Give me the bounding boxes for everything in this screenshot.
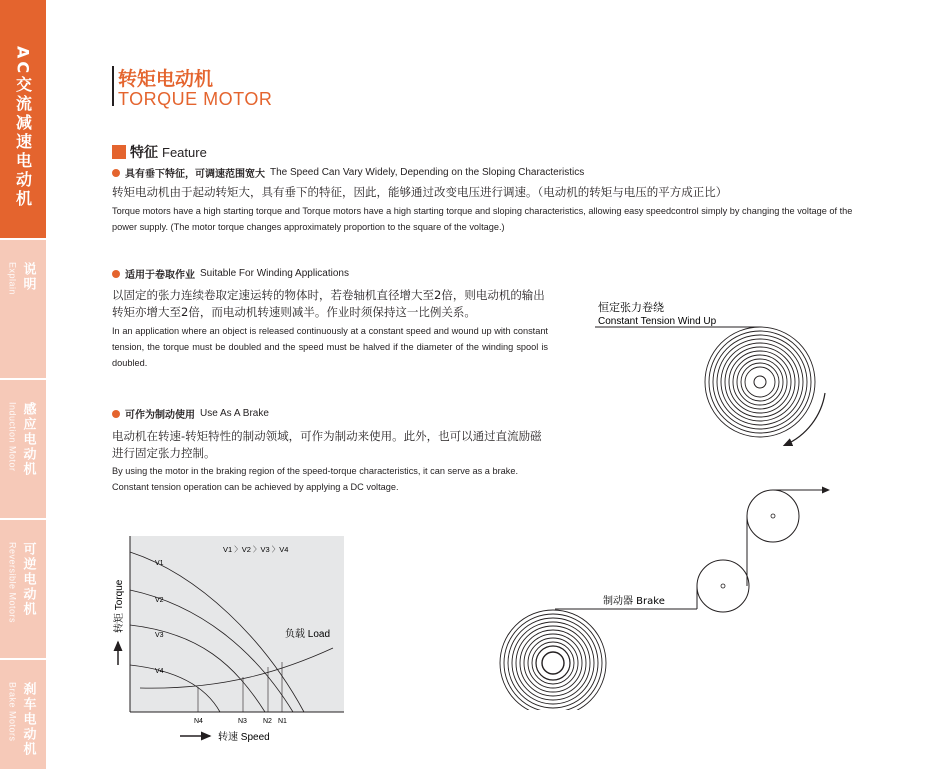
curve-label-v4: V4 — [155, 668, 164, 675]
feature-heading-en: Feature — [162, 144, 207, 160]
wind-up-label-cn: 恒定张力卷绕 — [598, 301, 664, 314]
wind-up-diagram — [590, 295, 840, 455]
feature-heading — [112, 142, 207, 162]
sidebar-tab-label: 刹车电动机 — [21, 682, 37, 757]
sidebar-tab-sublabel: Reversible Motors — [7, 542, 18, 624]
section-body-en: In an application where an object is released continuously at a constant speed and wound up with constant tension, the torque must be doubled and the speed must be halved if the diameter of the winding spool is doubled. — [112, 326, 548, 368]
section-heading-cn: 可作为制动使用 — [125, 410, 195, 421]
sidebar-tab-label: 可逆电动机 — [21, 542, 37, 617]
curve-label-v2: V2 — [155, 597, 164, 604]
graph-legend: V1 〉V2 〉V3 〉V4 — [223, 545, 289, 554]
wind-up-coil — [705, 327, 815, 437]
curve-label-v3: V3 — [155, 632, 164, 639]
sidebar-tab-sublabel: Brake Motors — [7, 682, 18, 742]
sidebar-tab-explain[interactable] — [0, 240, 46, 378]
x-tick-n2: N2 — [263, 718, 272, 725]
section-heading-cn: 具有垂下特征，可调速范围宽大 — [125, 169, 265, 180]
sidebar-tab-ac-gear-motor[interactable] — [0, 0, 46, 238]
load-label: 负载 Load — [285, 629, 331, 640]
section-heading-en: The Speed Can Vary Widely, Depending on the Sloping Characteristics — [270, 167, 585, 178]
sidebar-tab-brake-motors[interactable] — [0, 660, 46, 769]
sidebar-tab-reversible-motors[interactable] — [0, 520, 46, 658]
y-axis-label: 转矩 Torque — [114, 579, 125, 633]
sidebar-tab-sublabel: Explain — [7, 262, 18, 296]
rotation-arrow — [785, 393, 825, 445]
speed-torque-graph — [105, 530, 350, 750]
section-heading-en: Use As A Brake — [200, 408, 269, 419]
wind-up-label-en: Constant Tension Wind Up — [598, 316, 717, 327]
x-tick-n4: N4 — [194, 718, 203, 725]
sidebar-tab-label: 说明 — [21, 262, 37, 292]
lower-roller-axle — [721, 584, 725, 588]
section-body-cn: 以固定的张力连续卷取定速运转的物体时，若卷轴机直径增大至2倍，则电动机的输出转矩亦增大至2倍，而电动机转速则减半。作业时须保持这一比例关系。 — [112, 288, 545, 319]
lower-roller — [697, 560, 749, 612]
sidebar-tab-sublabel: Induction Motor — [7, 402, 18, 472]
page-subtitle: TORQUE MOTOR — [118, 89, 273, 109]
sidebar-tab-label: AC交流减速电动机 — [13, 46, 33, 210]
section-heading-en: Suitable For Winding Applications — [200, 268, 349, 279]
brake-label: 制动器 Brake — [603, 596, 665, 607]
sidebar-tab-label: 感应电动机 — [21, 402, 37, 477]
section-heading-cn: 适用于卷取作业 — [125, 270, 195, 281]
square-icon — [112, 145, 126, 159]
x-axis-label: 转速 Speed — [218, 732, 270, 743]
page-title: 转矩电动机 — [118, 68, 214, 90]
section-body-en: Torque motors have a high starting torque and Torque motors have a high starting torque and sloping characteristics, allowing easy speedcontrol simply by changing the voltage of the power supply. (The motor torque changes approximately proportion to the square of the voltage.) — [112, 206, 853, 232]
upper-roller-axle — [771, 514, 775, 518]
section-body-en: By using the motor in the braking region of the speed-torque characteristics, it can serve as a brake. Constant tension operation can be achieved by applying a DC voltage. — [112, 466, 518, 492]
upper-roller — [747, 490, 799, 542]
curve-label-v1: V1 — [155, 560, 164, 567]
section-body-cn: 转矩电动机由于起动转矩大，具有垂下的特征，因此，能够通过改变电压进行调速。（电动机的转矩与电压的平方成正比） — [112, 185, 728, 199]
bullet-icon — [112, 410, 120, 418]
supply-coil — [500, 610, 606, 710]
x-tick-n3: N3 — [238, 718, 247, 725]
feature-heading-cn: 特征 — [130, 145, 158, 161]
bullet-icon — [112, 169, 120, 177]
section-heading — [112, 406, 269, 421]
x-tick-n1: N1 — [278, 718, 287, 725]
section-heading — [112, 266, 349, 281]
section-heading — [112, 165, 584, 180]
brake-diagram — [495, 480, 835, 710]
sidebar-tab-induction-motor[interactable] — [0, 380, 46, 518]
bullet-icon — [112, 270, 120, 278]
section-body-cn: 电动机在转速-转矩特性的制动领域，可作为制动来使用。此外，也可以通过直流励磁进行固定张力控制。 — [112, 429, 542, 460]
title-bar — [112, 66, 114, 106]
